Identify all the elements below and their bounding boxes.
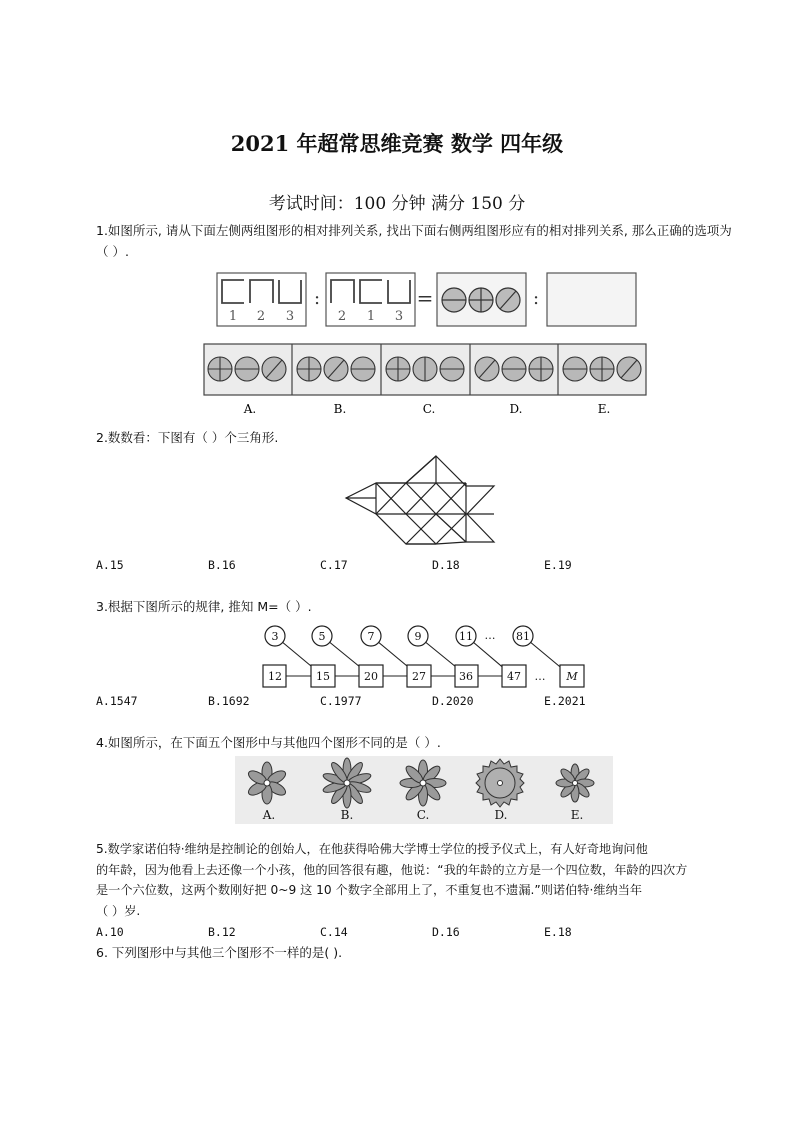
- flower-label-a: A.: [262, 808, 276, 822]
- choice-label-b: B.: [333, 402, 347, 416]
- box-number: 47: [507, 670, 521, 683]
- flower-label-c: C.: [416, 808, 430, 822]
- page-title: 2021 年超常思维竞赛 数学 四年级: [230, 131, 564, 156]
- circle-number: 11: [459, 630, 473, 643]
- question-3-text: 3.根据下图所示的规律, 推知 M=（ ）.: [96, 599, 312, 614]
- sequence-figure: [255, 622, 595, 692]
- option-b[interactable]: B.1692: [208, 694, 250, 708]
- box-number: 36: [459, 670, 473, 683]
- box-unknown-m: M: [566, 670, 578, 683]
- circle-ellipsis: …: [484, 629, 496, 642]
- circle-number: 3: [271, 630, 279, 643]
- choice-label-e: E.: [597, 402, 611, 416]
- answer-blank-box: [547, 273, 636, 326]
- question-2-text: 2.数数看：下图有（ ）个三角形.: [96, 430, 279, 445]
- circle-number: 9: [414, 630, 422, 643]
- equals-sign: =: [416, 286, 434, 310]
- option-b[interactable]: B.16: [208, 558, 236, 572]
- question-4-text: 4.如图所示，在下面五个图形中与其他四个图形不同的是（ ）.: [96, 735, 441, 750]
- flower-label-b: B.: [340, 808, 354, 822]
- ratio-colon: :: [532, 288, 540, 309]
- option-a[interactable]: A.1547: [96, 694, 138, 708]
- circle-number: 81: [516, 630, 530, 643]
- question-1-text: 1.如图所示, 请从下面左侧两组图形的相对排列关系, 找出下面右侧两组图形应有的相对排列关系, 那么正确的选项为（ ）.: [96, 223, 732, 259]
- question-6-text: 6. 下列图形中与其他三个图形不一样的是( ).: [96, 945, 343, 960]
- option-d[interactable]: D.16: [432, 925, 460, 939]
- exam-info: 考试时间：100 分钟 满分 150 分: [268, 194, 526, 214]
- option-e[interactable]: E.18: [544, 925, 572, 939]
- circle-number: 5: [318, 630, 326, 643]
- option-d[interactable]: D.2020: [432, 694, 474, 708]
- box-number: 12: [268, 670, 282, 683]
- question-5-text: [96, 839, 776, 921]
- choice-label-d: D.: [509, 402, 523, 416]
- question-5-line: 的年龄，因为他看上去还像一个小孩，他的回答很有趣，他说：“我的年龄的立方是一个四位数，年龄的四次方: [96, 862, 688, 877]
- triangle-fish-figure: [340, 452, 500, 548]
- question-5-line: 5.数学家诺伯特·维纳是控制论的创始人，在他获得哈佛大学博士学位的授予仪式上，有人好奇地询问他: [96, 842, 648, 856]
- flower-label-d: D.: [494, 808, 508, 822]
- circle-number: 7: [367, 630, 375, 643]
- question-5-line: （ ）岁.: [96, 903, 141, 918]
- option-c[interactable]: C.1977: [320, 694, 362, 708]
- option-d[interactable]: D.18: [432, 558, 460, 572]
- question-1-figure: [200, 268, 650, 420]
- choice-label-c: C.: [422, 402, 436, 416]
- box-ellipsis: …: [534, 670, 546, 683]
- group2-digit: 3: [394, 309, 404, 324]
- flower-label-e: E.: [570, 808, 584, 822]
- group2-digit: 1: [366, 309, 376, 324]
- question-5-line: 是一个六位数，这两个数刚好把 0~9 这 10 个数字全部用上了，不重复也不遗漏.”则诺伯特·维纳当年: [96, 883, 643, 897]
- option-e[interactable]: E.19: [544, 558, 572, 572]
- box-number: 15: [316, 670, 330, 683]
- group1-digit: 3: [285, 309, 295, 324]
- choice-label-a: A.: [243, 402, 257, 416]
- flowers-figure: [235, 756, 613, 824]
- box-number: 27: [412, 670, 426, 683]
- option-c[interactable]: C.14: [320, 925, 348, 939]
- group1-digit: 1: [228, 309, 238, 324]
- box-number: 20: [364, 670, 378, 683]
- option-a[interactable]: A.15: [96, 558, 124, 572]
- option-a[interactable]: A.10: [96, 925, 124, 939]
- option-b[interactable]: B.12: [208, 925, 236, 939]
- option-c[interactable]: C.17: [320, 558, 348, 572]
- group2-digit: 2: [337, 309, 347, 324]
- ratio-colon: :: [313, 288, 321, 309]
- group1-digit: 2: [256, 309, 266, 324]
- option-e[interactable]: E.2021: [544, 694, 586, 708]
